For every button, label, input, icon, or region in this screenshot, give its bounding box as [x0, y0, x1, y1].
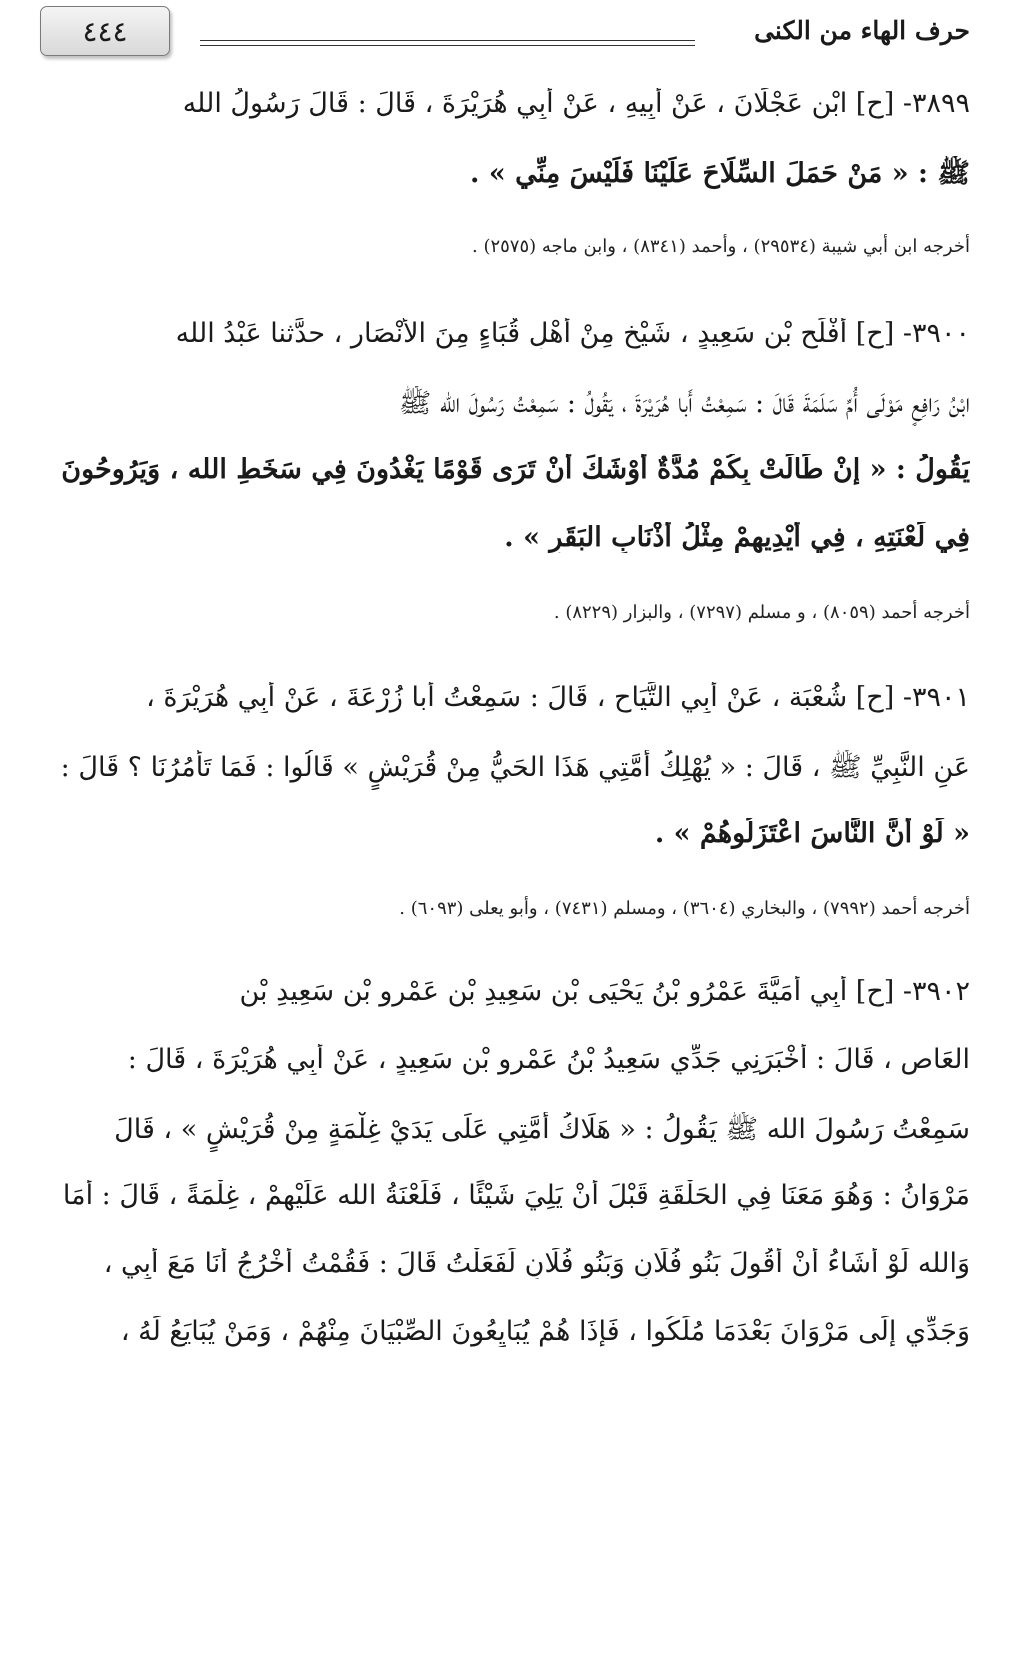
hadith-3899: [40, 88, 970, 228]
hadith-line: ٣٩٠٠- [ح] أَفْلَح بْن سَعِيدٍ ، شَيْخ مِنْ أَهْلِ قُبَاءٍ مِنَ الأَنْصَارِ ، حدَّثنا عَبْدُ الله: [175, 318, 970, 349]
page-header: [40, 6, 970, 62]
header-rule: [200, 40, 695, 41]
page-number: ٤٤٤: [82, 14, 128, 48]
takhrij-3901: أخرجه أحمد (٧٩٩٢) ، والبخاري (٣٦٠٤) ، ومسلم (٧٤٣١) ، وأبو يعلى (٦٠٩٣) .: [399, 898, 970, 919]
hadith-line: « لَوْ أَنَّ النَّاسَ اعْتَزَلُوهُمْ » .: [654, 818, 970, 849]
hadith-3901: [40, 682, 970, 892]
running-title: حرف الهاء من الكنى: [754, 16, 970, 45]
page-number-badge: [40, 6, 170, 56]
hadith-line: وَالله لَوْ أَشَاءُ أَنْ أَقُولَ بَنُو فُلَانٍ وَبَنُو فُلَانٍ لَفَعَلْتُ قَالَ : فَقُمْتُ أَخْرُجُ أَنَا مَعَ أَبِي ،: [103, 1248, 970, 1279]
hadith-line: فِي لَعْنَتِهِ ، فِي أَيْدِيهِمْ مِثْلُ أَذْنَابِ البَقَرِ » .: [504, 522, 970, 553]
hadith-line: عَنِ النَّبِيِّ ﷺ ، قَالَ : « يُهْلِكُ أُمَّتِي هَذَا الحَيُّ مِنْ قُرَيْشٍ » قَالُوا : فَمَا تَأْمُرُنَا ؟ قَالَ :: [60, 752, 970, 783]
hadith-line: ٣٨٩٩- [ح] ابْن عَجْلَانَ ، عَنْ أَبِيهِ ، عَنْ أَبِي هُرَيْرَةَ ، قَالَ : قَالَ رَسُولُ الله: [182, 88, 970, 119]
takhrij-3900: أخرجه أحمد (٨٠٥٩) ، و مسلم (٧٢٩٧) ، والبزار (٨٢٢٩) .: [553, 602, 970, 623]
hadith-line: ابْنُ رَافِعٍ مَوْلَى أُمِّ سَلَمَةَ قَالَ : سَمِعْتُ أَبا هُرَيْرَةَ ، يَقُولُ : سَمِعْتُ رَسُولَ الله ﷺ: [398, 388, 970, 419]
hadith-3900: [40, 318, 970, 598]
takhrij-3899: أخرجه ابن أبي شيبة (٢٩٥٣٤) ، وأحمد (٨٣٤١) ، وابن ماجه (٢٥٧٥) .: [472, 236, 970, 257]
hadith-line: وَجَدِّي إِلَى مَرْوَانَ بَعْدَمَا مُلِّكُوا ، فَإِذَا هُمْ يُبَايِعُونَ الصِّبْيَانَ مِنْهُمْ ، وَمَنْ يُبَايَعُ لَهُ ،: [120, 1316, 970, 1347]
hadith-line: ٣٩٠٢- [ح] أَبِي أُمَيَّةَ عَمْرُو بْنُ يَحْيَى بْنِ سَعِيدِ بْنِ عَمْرِو بْنِ سَعِيدِ بْنِ: [239, 976, 970, 1007]
hadith-3902: [40, 976, 970, 1396]
hadith-line: يَقُولُ : « إِنْ طَالَتْ بِكُمْ مُدَّةٌ أَوْشَكَ أَنْ تَرَى قَوْمًا يَغْدُونَ فِي سَخَطِ الله ، وَيَرُوحُونَ: [61, 454, 970, 485]
header-rule-second: [200, 45, 695, 46]
hadith-line: ٣٩٠١- [ح] شُعْبَة ، عَنْ أَبِي التَّيَاحِ ، قَالَ : سَمِعْتُ أَبا زُرْعَةَ ، عَنْ أَبِي هُرَيْرَةَ ،: [146, 682, 970, 713]
hadith-line: العَاصِ ، قَالَ : أَخْبَرَنِي جَدِّي سَعِيدُ بْنُ عَمْرِو بْنِ سَعِيدٍ ، عَنْ أَبِي هُرَيْرَةَ ، قَالَ :: [127, 1044, 970, 1075]
hadith-line: ﷺ : « مَنْ حَمَلَ السِّلَاحَ عَلَيْنَا فَلَيْسَ مِنِّي » .: [470, 158, 970, 189]
hadith-line: سَمِعْتُ رَسُولَ الله ﷺ يَقُولُ : « هَلَاكُ أُمَّتِي عَلَى يَدَيْ غِلْمَةٍ مِنْ قُرَيْشٍ » ، قَالَ: [114, 1114, 970, 1145]
hadith-line: مَرْوَانُ : وَهُوَ مَعَنَا فِي الحَلْقَةِ قَبْلَ أَنْ يَلِيَ شَيْئًا ، فَلَعْنَةُ الله عَلَيْهِمْ ، غِلْمَةً ، قَالَ : أَمَا: [62, 1180, 970, 1211]
